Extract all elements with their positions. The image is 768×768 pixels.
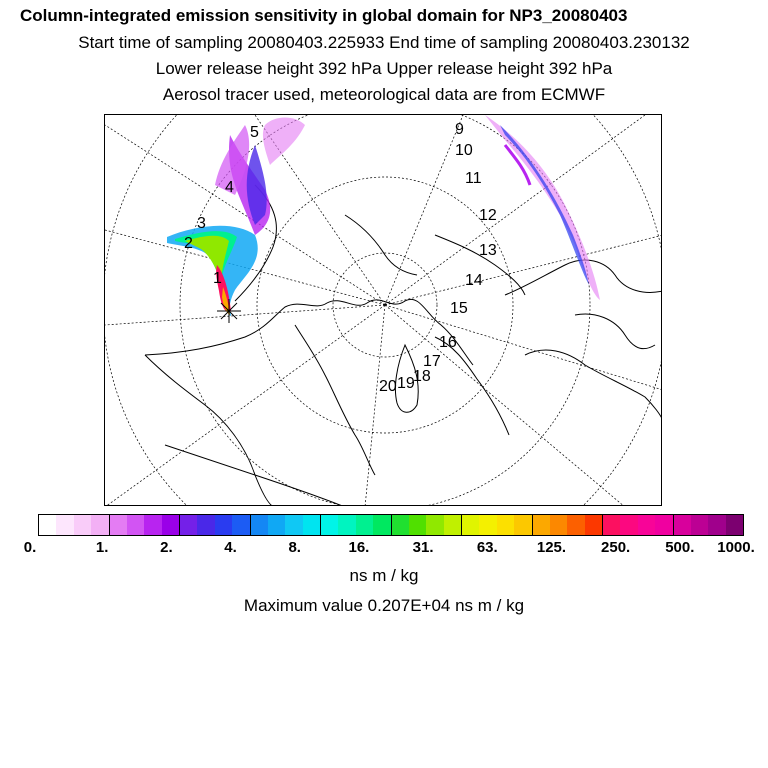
sensitivity-plume-west	[167, 118, 305, 316]
colorbar-swatch	[550, 515, 567, 535]
colorbar-swatch	[162, 515, 180, 535]
colorbar-swatch	[321, 515, 338, 535]
colorbar-swatch	[197, 515, 214, 535]
colorbar-swatch	[373, 515, 391, 535]
tracer-info: Aerosol tracer used, meteorological data are from ECMWF	[162, 85, 606, 104]
colorbar-swatch	[144, 515, 161, 535]
colorbar-swatch	[110, 515, 127, 535]
map-svg	[105, 115, 662, 506]
colorbar-swatch	[691, 515, 708, 535]
colorbar-swatch	[620, 515, 637, 535]
traj-label-12: 12	[479, 207, 497, 224]
colorbar-swatch	[338, 515, 355, 535]
sampling-times: Start time of sampling 20080403.225933 End time of sampling 20080403.230132	[78, 33, 690, 52]
traj-label-5: 5	[250, 124, 259, 141]
colorbar-swatch	[585, 515, 603, 535]
traj-label-15: 15	[450, 300, 468, 317]
colorbar	[38, 514, 744, 536]
colorbar-swatch	[268, 515, 285, 535]
map-panel	[104, 114, 662, 506]
latitude-circles	[105, 115, 662, 506]
traj-label-1: 1	[213, 270, 222, 287]
colorbar-swatch	[708, 515, 725, 535]
colorbar-tick-label: 1.	[95, 539, 109, 556]
max-value-label: Maximum value 0.207E+04 ns m / kg	[243, 596, 525, 615]
colorbar-tick-label: 63.	[476, 539, 498, 556]
traj-label-2: 2	[184, 235, 193, 252]
colorbar-swatch	[232, 515, 250, 535]
traj-label-19: 19	[397, 375, 415, 392]
colorbar-swatch	[638, 515, 655, 535]
colorbar-swatch	[655, 515, 673, 535]
traj-label-16: 16	[439, 334, 457, 351]
colorbar-tick-label: 500.	[665, 539, 695, 556]
colorbar-swatch	[285, 515, 302, 535]
colorbar-tick-label: 125.	[536, 539, 567, 556]
colorbar-tick-label: 250.	[601, 539, 631, 556]
figure-title: Column-integrated emission sensitivity in global domain for NP3_20080403	[20, 6, 628, 25]
colorbar-swatch	[409, 515, 426, 535]
sensitivity-plume-east	[485, 115, 600, 300]
colorbar-swatch	[462, 515, 479, 535]
traj-label-4: 4	[225, 179, 234, 196]
traj-label-10: 10	[455, 142, 473, 159]
colorbar-swatch	[426, 515, 443, 535]
colorbar-swatch	[392, 515, 409, 535]
colorbar-swatch	[726, 515, 743, 535]
colorbar-swatch	[533, 515, 550, 535]
colorbar-swatch	[215, 515, 232, 535]
traj-label-3: 3	[197, 215, 206, 232]
colorbar-swatch	[251, 515, 268, 535]
colorbar-swatch	[127, 515, 144, 535]
traj-label-20: 20	[379, 378, 397, 395]
colorbar-swatch	[356, 515, 373, 535]
colorbar-swatch	[497, 515, 514, 535]
colorbar-swatch	[91, 515, 109, 535]
colorbar-swatch	[603, 515, 620, 535]
meridian-lines	[105, 115, 662, 506]
colorbar-tick-label: 4.	[224, 539, 237, 556]
units-label: ns m / kg	[349, 566, 419, 585]
colorbar-swatch	[74, 515, 91, 535]
colorbar-tick-label: 31.	[412, 539, 434, 556]
traj-label-11: 11	[465, 170, 482, 187]
traj-label-17: 17	[423, 353, 441, 370]
traj-label-9: 9	[455, 121, 464, 138]
colorbar-swatch	[674, 515, 691, 535]
colorbar-swatch	[567, 515, 584, 535]
colorbar-tick-label: 2.	[160, 539, 173, 556]
star-icon	[217, 299, 241, 323]
colorbar-swatch	[39, 515, 56, 535]
colorbar-swatch	[444, 515, 462, 535]
colorbar-swatch	[180, 515, 197, 535]
traj-label-18: 18	[413, 368, 431, 385]
colorbar-tick-label: 0.	[23, 539, 37, 556]
colorbar-tick-label: 16.	[348, 539, 370, 556]
colorbar-swatch	[303, 515, 321, 535]
colorbar-swatch	[514, 515, 532, 535]
release-heights: Lower release height 392 hPa Upper release height 392 hPa	[155, 59, 613, 78]
traj-label-14: 14	[465, 272, 483, 289]
colorbar-tick-label: 8.	[288, 539, 301, 556]
colorbar-swatch	[479, 515, 496, 535]
colorbar-tick-label: 1000.	[717, 539, 755, 556]
colorbar-swatch	[56, 515, 73, 535]
traj-label-13: 13	[479, 242, 497, 259]
